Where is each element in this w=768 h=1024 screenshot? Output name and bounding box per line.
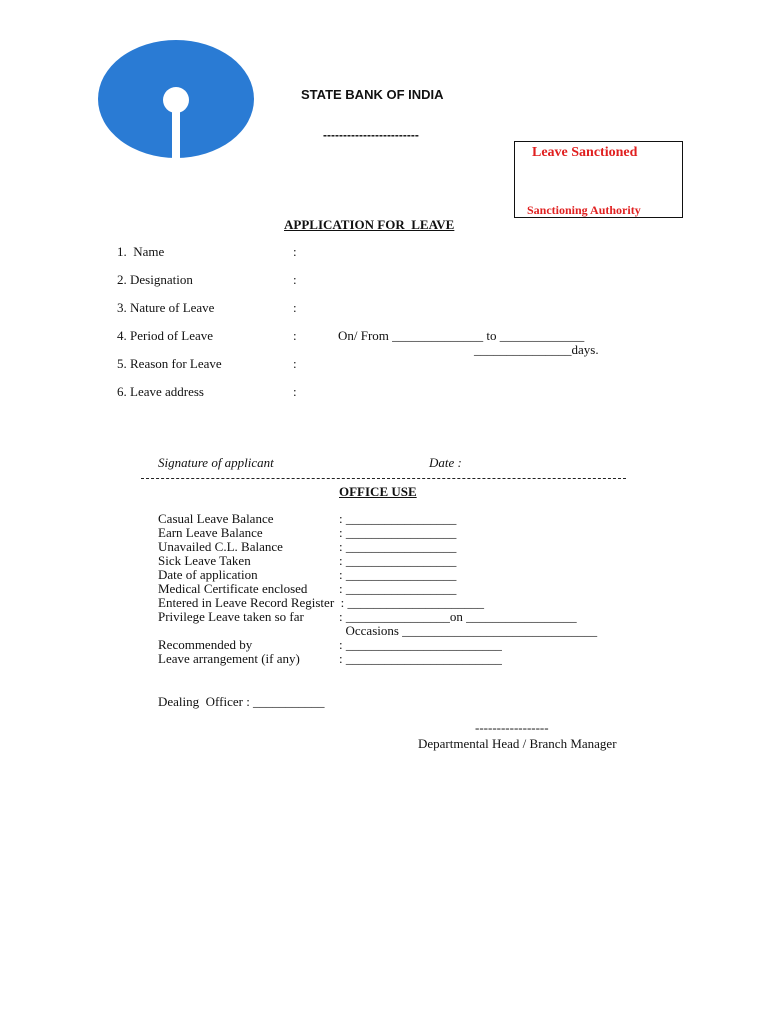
office-use-title: OFFICE USE: [339, 484, 417, 499]
form-title: APPLICATION FOR LEAVE: [284, 217, 455, 232]
field-nature-colon: :: [293, 300, 297, 315]
sanctioning-authority: Sanctioning Authority: [527, 203, 641, 217]
field-reason-colon: :: [293, 356, 297, 371]
sbi-logo-icon: [98, 40, 254, 158]
branch-line: ------------------------: [323, 128, 419, 142]
unavailed-cl-label: Unavailed C.L. Balance: [158, 539, 283, 554]
earn-leave-value: : _________________: [339, 525, 457, 540]
field-period-colon: :: [293, 328, 297, 343]
recommended-by-value: : ________________________: [339, 637, 502, 652]
signature-label: Signature of applicant: [158, 455, 274, 470]
casual-leave-label: Casual Leave Balance: [158, 511, 274, 526]
privilege-leave-value: : ________________on _________________: [339, 609, 577, 624]
field-designation-label: 2. Designation: [117, 272, 193, 287]
leave-arrangement-label: Leave arrangement (if any): [158, 651, 300, 666]
field-reason-label: 5. Reason for Leave: [117, 356, 222, 371]
field-nature-label: 3. Nature of Leave: [117, 300, 215, 315]
field-address-colon: :: [293, 384, 297, 399]
field-period-label: 4. Period of Leave: [117, 328, 214, 343]
period-days: _______________days.: [474, 342, 599, 357]
departmental-head: Departmental Head / Branch Manager: [418, 736, 617, 751]
sick-leave-value: : _________________: [339, 553, 457, 568]
field-name-label: 1. Name: [117, 244, 165, 259]
section-divider: [141, 478, 626, 479]
date-of-application-label: Date of application: [158, 567, 258, 582]
earn-leave-label: Earn Leave Balance: [158, 525, 263, 540]
casual-leave-value: : _________________: [339, 511, 457, 526]
unavailed-cl-value: : _________________: [339, 539, 457, 554]
field-address-label: 6. Leave address: [117, 384, 204, 399]
medical-certificate-label: Medical Certificate enclosed: [158, 581, 308, 596]
period-from-to: On/ From ______________ to _____________: [338, 328, 585, 343]
bank-name: STATE BANK OF INDIA: [301, 87, 444, 102]
signature-dash: -----------------: [475, 720, 549, 735]
sanction-title: Leave Sanctioned: [532, 145, 638, 160]
field-name-colon: :: [293, 244, 297, 259]
occasions-value: Occasions ______________________________: [339, 623, 598, 638]
leave-record-register-label: Entered in Leave Record Register : _____________________: [158, 595, 485, 610]
sick-leave-label: Sick Leave Taken: [158, 553, 251, 568]
dealing-officer: Dealing Officer : ___________: [158, 694, 325, 709]
recommended-by-label: Recommended by: [158, 637, 253, 652]
field-designation-colon: :: [293, 272, 297, 287]
medical-certificate-value: : _________________: [339, 581, 457, 596]
date-label: Date :: [429, 455, 462, 470]
date-of-application-value: : _________________: [339, 567, 457, 582]
leave-arrangement-value: : ________________________: [339, 651, 502, 666]
privilege-leave-label: Privilege Leave taken so far: [158, 609, 304, 624]
